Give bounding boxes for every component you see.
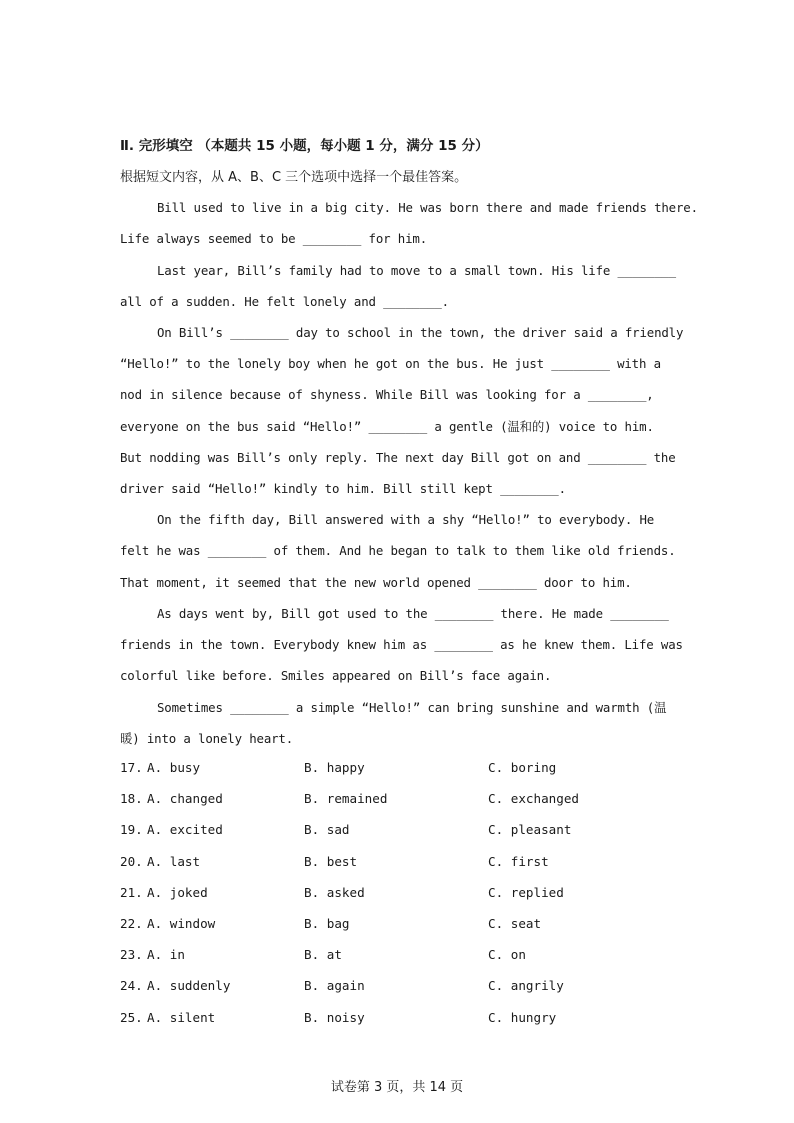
option-c: C. first xyxy=(488,854,549,869)
passage-line: friends in the town. Everybody knew him as ________ as he knew them. Life was xyxy=(120,637,683,652)
passage-line: 暖) into a lonely heart. xyxy=(120,731,294,746)
passage-line: all of a sudden. He felt lonely and ________. xyxy=(120,294,449,309)
option-a: A. window xyxy=(147,916,216,931)
option-a: A. joked xyxy=(147,885,208,900)
page-footer: 试卷第 3 页，共 14 页 xyxy=(330,1080,464,1095)
option-a: A. changed xyxy=(147,791,223,806)
passage-line: Last year, Bill’s family had to move to a small town. His life ________ xyxy=(157,263,676,278)
option-c: C. hungry xyxy=(488,1010,557,1025)
section-heading: Ⅱ. 完形填空 （本题共 15 小题，每小题 1 分，满分 15 分） xyxy=(120,138,489,154)
passage-line: everyone on the bus said “Hello!” ________ a gentle (温和的) voice to him. xyxy=(120,419,654,434)
question-number: 23. xyxy=(120,947,143,962)
option-b: B. remained xyxy=(304,791,388,806)
option-b: B. bag xyxy=(304,916,350,931)
option-c: C. seat xyxy=(488,916,542,931)
option-b: B. at xyxy=(304,947,342,962)
option-b: B. best xyxy=(304,854,358,869)
option-b: B. noisy xyxy=(304,1010,365,1025)
passage-line: Bill used to live in a big city. He was born there and made friends there. xyxy=(157,200,698,215)
question-number: 19. xyxy=(120,822,143,837)
passage-line: As days went by, Bill got used to the ________ there. He made ________ xyxy=(157,606,669,621)
option-b: B. sad xyxy=(304,822,350,837)
question-number: 18. xyxy=(120,791,143,806)
question-number: 21. xyxy=(120,885,143,900)
option-b: B. happy xyxy=(304,760,365,775)
question-number: 24. xyxy=(120,978,143,993)
option-b: B. asked xyxy=(304,885,365,900)
option-a: A. last xyxy=(147,854,201,869)
option-a: A. in xyxy=(147,947,185,962)
passage-line: “Hello!” to the lonely boy when he got on the bus. He just ________ with a xyxy=(120,356,661,371)
option-a: A. excited xyxy=(147,822,223,837)
passage-line: On the fifth day, Bill answered with a shy “Hello!” to everybody. He xyxy=(157,512,655,527)
question-number: 17. xyxy=(120,760,143,775)
passage-line: nod in silence because of shyness. While Bill was looking for a ________, xyxy=(120,387,654,402)
passage-line: Life always seemed to be ________ for him. xyxy=(120,231,428,246)
question-number: 25. xyxy=(120,1010,143,1025)
option-b: B. again xyxy=(304,978,365,993)
question-number: 20. xyxy=(120,854,143,869)
passage-line: That moment, it seemed that the new world opened ________ door to him. xyxy=(120,575,632,590)
option-c: C. exchanged xyxy=(488,791,579,806)
passage-line: On Bill’s ________ day to school in the town, the driver said a friendly xyxy=(157,325,684,340)
option-a: A. busy xyxy=(147,760,201,775)
section-instruction: 根据短文内容，从 A、B、C 三个选项中选择一个最佳答案。 xyxy=(120,170,468,185)
option-a: A. silent xyxy=(147,1010,216,1025)
option-a: A. suddenly xyxy=(147,978,231,993)
option-c: C. angrily xyxy=(488,978,564,993)
passage-line: Sometimes ________ a simple “Hello!” can bring sunshine and warmth (温 xyxy=(157,700,667,715)
option-c: C. pleasant xyxy=(488,822,572,837)
passage-line: colorful like before. Smiles appeared on Bill’s face again. xyxy=(120,668,552,683)
passage-line: felt he was ________ of them. And he began to talk to them like old friends. xyxy=(120,543,676,558)
passage-line: But nodding was Bill’s only reply. The next day Bill got on and ________ the xyxy=(120,450,676,465)
question-number: 22. xyxy=(120,916,143,931)
option-c: C. on xyxy=(488,947,526,962)
option-c: C. replied xyxy=(488,885,564,900)
option-c: C. boring xyxy=(488,760,557,775)
passage-line: driver said “Hello!” kindly to him. Bill still kept ________. xyxy=(120,481,566,496)
